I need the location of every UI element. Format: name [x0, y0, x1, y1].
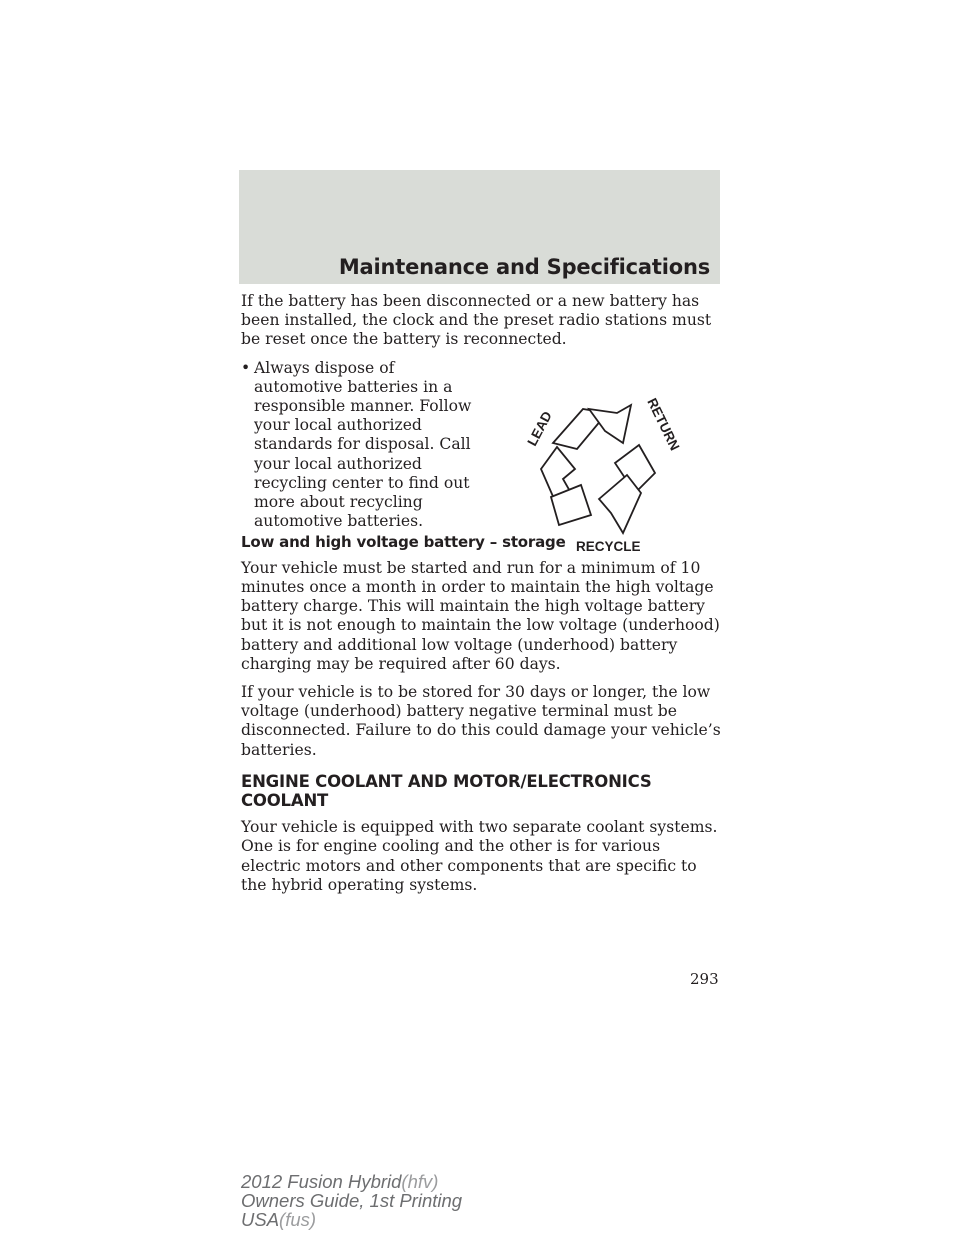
section-header-band: [239, 170, 720, 284]
footer-guide: Owners Guide, 1st Printing: [241, 1190, 463, 1211]
storage-paragraph-1: Your vehicle must be started and run for a minimum of 10 minutes once a month in order to maintain the high voltage battery charge. This will maintain the high voltage battery but it is not enough to maintain the low voltage (underhood) battery and additional low voltage (underhood) battery charging may be required after 60 days.: [241, 558, 720, 673]
storage-paragraph-2: If your vehicle is to be stored for 30 days or longer, the low voltage (underhood) battery negative terminal must be disconnected. Failure to do this could damage your vehicle’s batteries.: [241, 683, 721, 759]
figure-label-lead: LEAD: [524, 408, 555, 449]
footer-model-code: (hfv): [401, 1171, 439, 1192]
bullet-marker: •: [241, 358, 251, 377]
intro-paragraph: If the battery has been disconnected or a new battery has been installed, the clock and the preset radio stations must be reset once the battery is reconnected.: [241, 292, 712, 349]
footer-model: 2012 Fusion Hybrid: [241, 1171, 402, 1192]
battery-recycle-icon: [511, 389, 691, 559]
document-footer: [241, 1172, 462, 1229]
section-title: Maintenance and Specifications: [338, 255, 710, 279]
footer-market: USA: [241, 1209, 280, 1230]
bullet-text: Always dispose of automotive batteries in a responsible manner. Follow your local authorized standards for disposal. Call your local authorized recycling center to find out more about recycling automotive batteries.: [254, 358, 472, 531]
figure-label-recycle: RECYCLE: [576, 538, 641, 554]
page-number: 293: [690, 970, 719, 988]
recycle-arrow-right-head: [599, 475, 641, 533]
coolant-paragraph: Your vehicle is equipped with two separate coolant systems. One is for engine cooling and the other is for various electric motors and other components that are specific to the hybrid operating systems.: [241, 818, 718, 894]
page-content: [241, 292, 723, 904]
coolant-heading: ENGINE COOLANT AND MOTOR/ELECTRONICS COOLANT: [241, 771, 652, 811]
footer-market-code: (fus): [279, 1209, 317, 1230]
storage-subheading: Low and high voltage battery – storage: [241, 532, 566, 551]
figure-label-return: RETURN: [644, 395, 683, 453]
